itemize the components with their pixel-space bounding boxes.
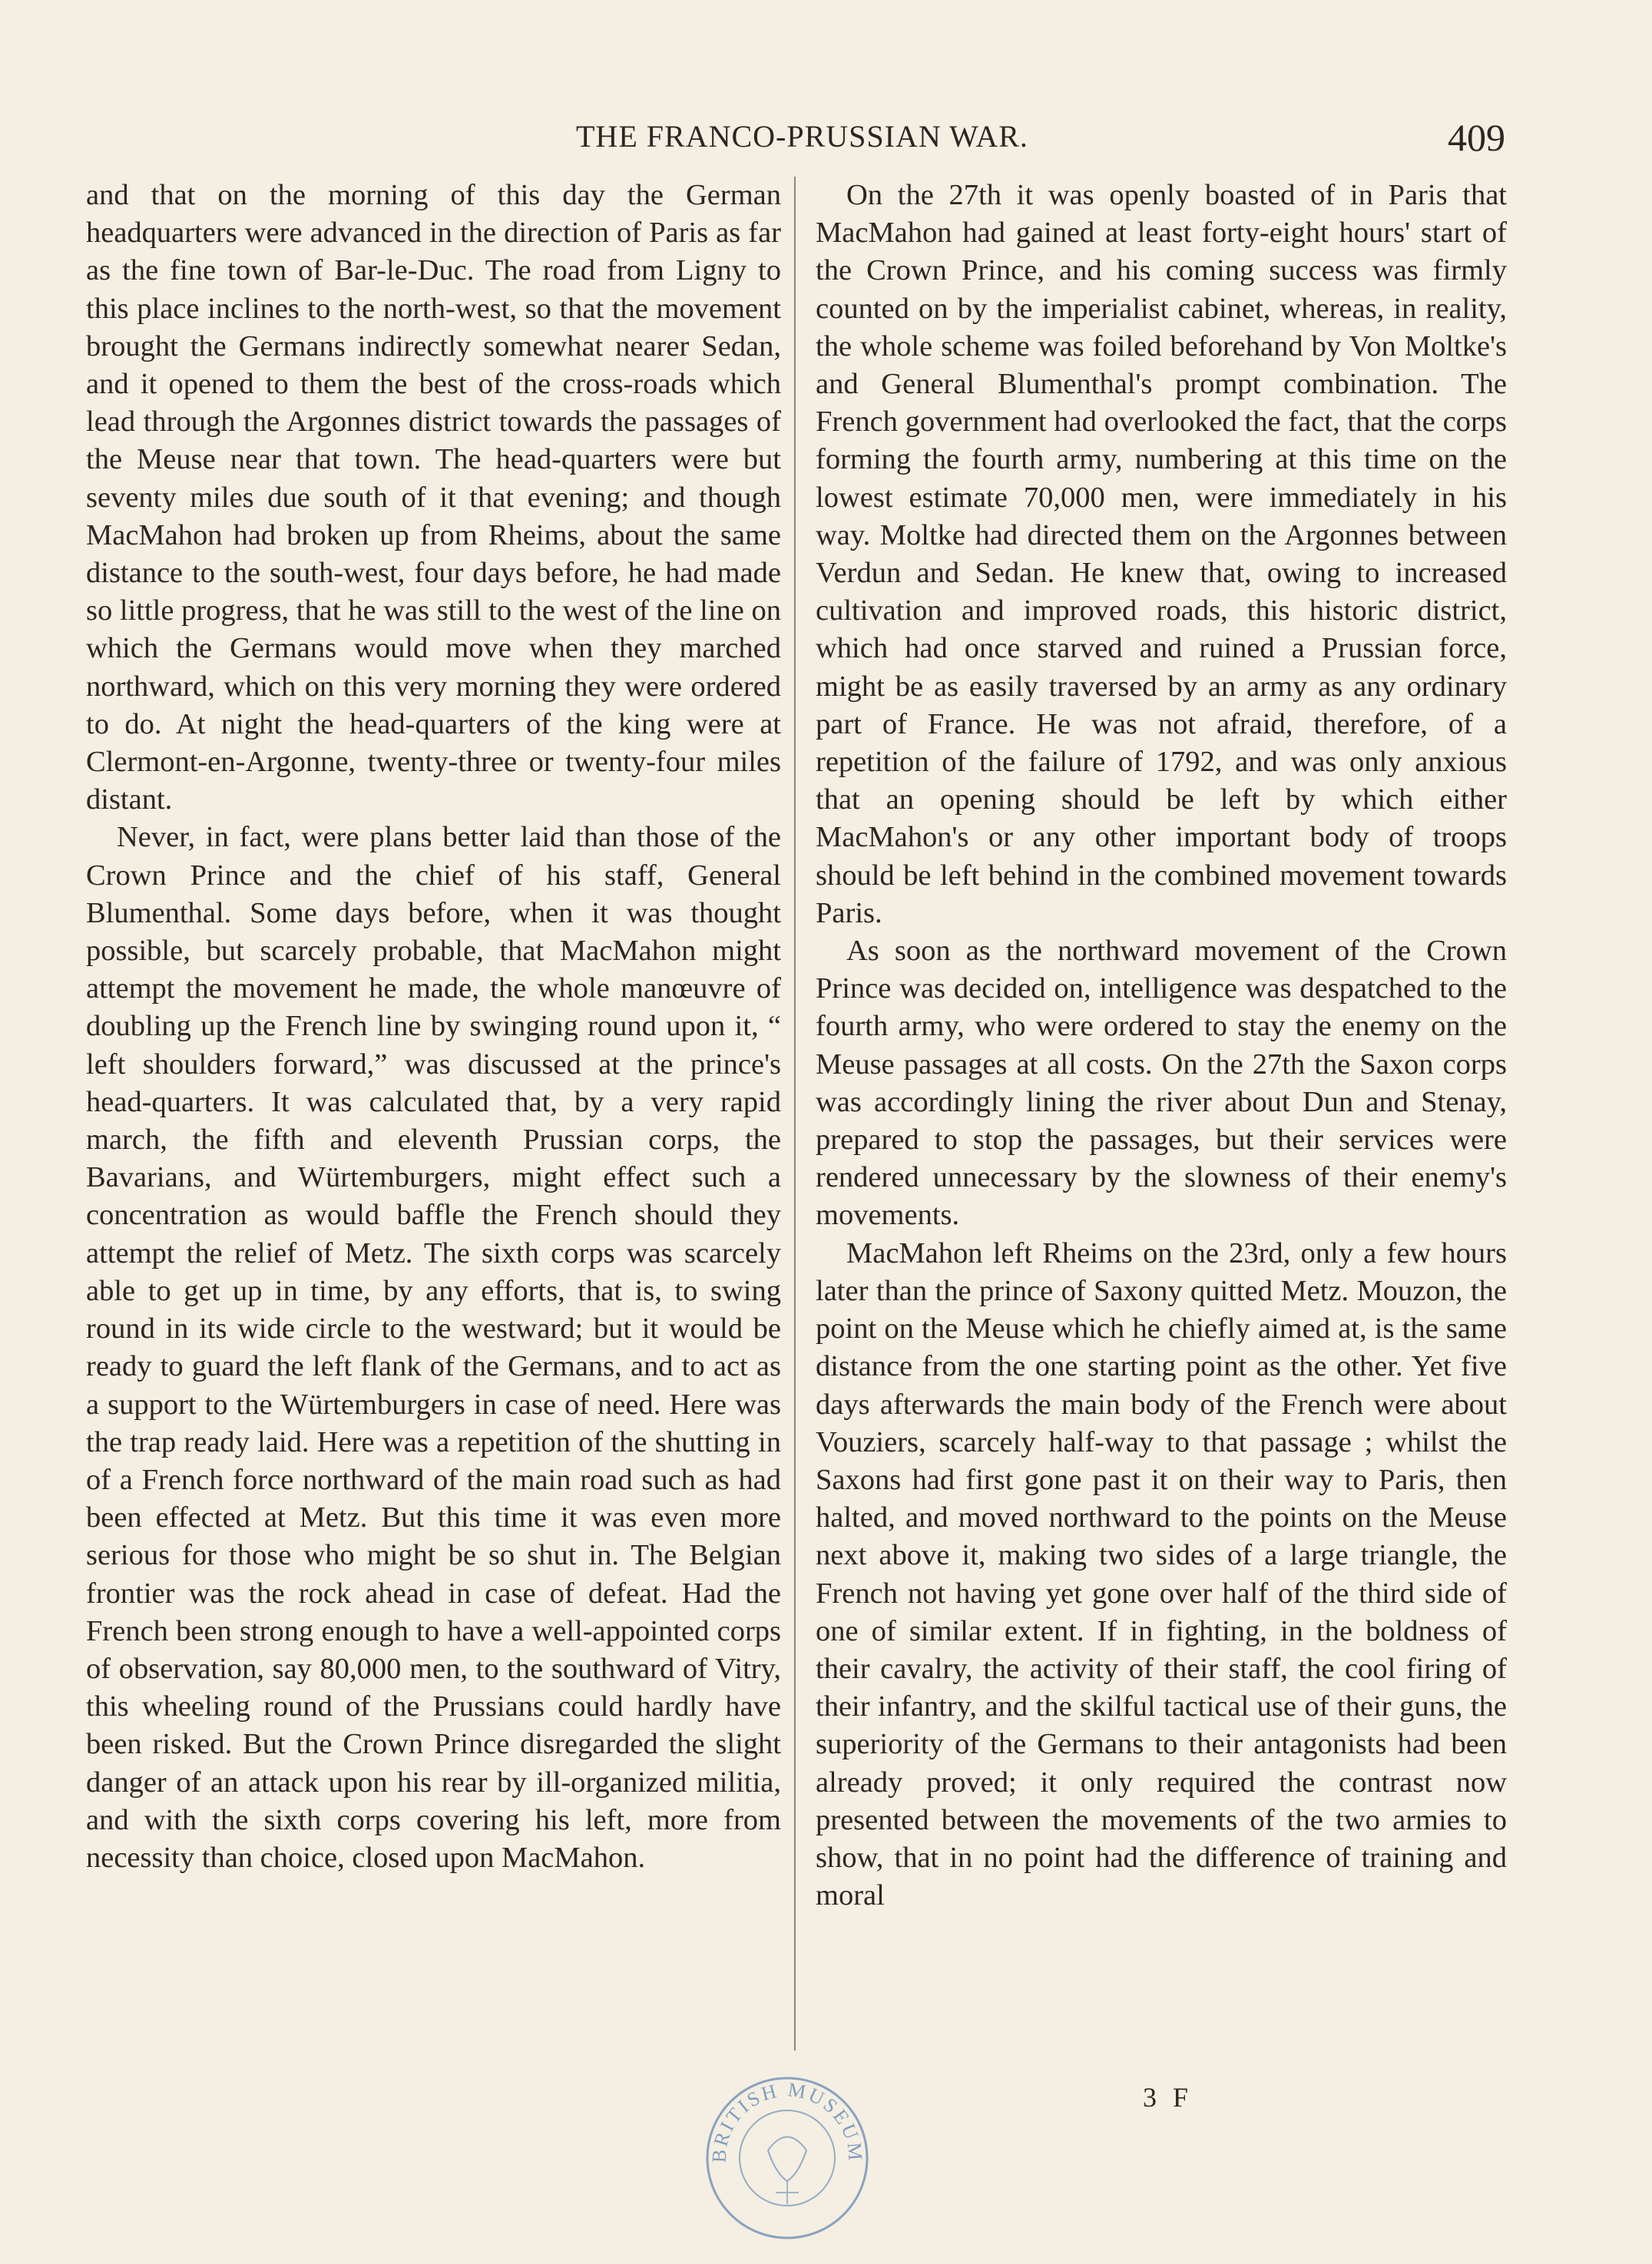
paragraph: On the 27th it was openly boasted of in Paris that MacMahon had gained at least forty-eight hours' start of the Crown Prince, and his coming success was firmly counted on by the imperialist cabinet, whereas, in reality, the whole scheme was foiled beforehand by Von Moltke's and General Blumenthal's prompt combination. The French government had overlooked the fact, that the corps forming the fourth army, numbering at this time on the lowest estimate 70,000 men, were immediately in his way. Moltke had directed them on the Argonnes between Verdun and Sedan. He knew that, owing to increased cultivation and improved roads, this historic district, which had once starved and ruined a Prussian force, might be as easily traversed by an army as any ordinary part of France. He was not afraid, therefore, of a repetition of the failure of 1792, and was only anxious that an opening should be left by which either MacMahon's or any other important body of troops should be left behind in the combined movement towards Paris.	[816, 179, 1507, 929]
running-head	[84, 115, 1505, 161]
column-divider	[794, 177, 796, 2051]
signature-mark: 3 F	[1143, 2082, 1193, 2113]
right-column	[816, 177, 1507, 1915]
page-number: 409	[1448, 116, 1505, 159]
paragraph: As soon as the northward movement of the Crown Prince was decided on, intelligence was despatched to the fourth army, who were ordered to stay the enemy on the Meuse passages at all costs. On the 27th the Saxon corps was accordingly lining the river about Dun and Stenay, prepared to stop the passages, but their services were rendered unnecessary by the slowness of their enemy's movements.	[816, 935, 1507, 1232]
left-column	[86, 177, 781, 1877]
paragraph: and that on the morning of this day the German headquarters were advanced in the direction of Paris as far as the fine town of Bar-le-Duc. The road from Ligny to this place inclines to the north-west, so that the movement brought the Germans indirectly somewhat nearer Sedan, and it opened to them the best of the cross-roads which lead through the Argonnes district towards the passages of the Meuse near that town. The head-quarters were but seventy miles due south of it that evening; and though MacMahon had broken up from Rheims, about the same distance to the south-west, four days before, he had made so little progress, that he was still to the west of the line on which the Germans would move when they marched northward, which on this very morning they were ordered to do. At night the head-quarters of the king were at Clermont-en-Argonne, twenty-three or twenty-four miles distant.	[86, 179, 781, 816]
svg-text:BRITISH MUSEUM: BRITISH MUSEUM	[707, 2078, 867, 2164]
museum-stamp-icon	[695, 2066, 879, 2250]
paragraph: MacMahon left Rheims on the 23rd, only a few hours later than the prince of Saxony quitted Metz. Mouzon, the point on the Meuse which he chiefly aimed at, is the same distance from the one starting point as the other. Yet five days afterwards the main body of the French were about Vouziers, scarcely half-way to that passage ; whilst the Saxons had first gone past it on their way to Paris, then halted, and moved northward to the points on the Meuse next above it, making two sides of a large triangle, the French not having yet gone over half of the third side of one of similar extent. If in fighting, in the boldness of their cavalry, the activity of their staff, the cool firing of their infantry, and the skilful tactical use of their guns, the superiority of the Germans to their antagonists had been already proved; it only required the contrast now presented between the movements of the two armies to show, that in no point had the difference of training and moral	[816, 1236, 1507, 1912]
paragraph: Never, in fact, were plans better laid than those of the Crown Prince and the chief of his staff, General Blumenthal. Some days before, when it was thought possible, but scarcely probable, that MacMahon might attempt the movement he made, the whole manœuvre of doubling up the French line by swinging round upon it, “ left shoulders forward,” was discussed at the prince's head-quarters. It was calculated that, by a very rapid march, the fifth and eleventh Prussian corps, the Bavarians, and Würtemburgers, might effect such a concentration as would baffle the French should they attempt the relief of Metz. The sixth corps was scarcely able to get up in time, by any efforts, that is, to swing round in its wide circle to the westward; but it would be ready to guard the left flank of the Germans, and to act as a support to the Würtemburgers in case of need. Here was the trap ready laid. Here was a repetition of the shutting in of a French force northward of the main road such as had been effected at Metz. But this time it was even more serious for those who might be so shut in. The Belgian frontier was the rock ahead in case of defeat. Had the French been strong enough to have a well-appointed corps of observation, say 80,000 men, to the southward of Vitry, this wheeling round of the Prussians could hardly have been risked. But the Crown Prince disregarded the slight danger of an attack upon his rear by ill-organized militia, and with the sixth corps covering his left, more from necessity than choice, closed upon MacMahon.	[86, 821, 781, 1874]
running-title: THE FRANCO-PRUSSIAN WAR.	[576, 119, 1028, 154]
